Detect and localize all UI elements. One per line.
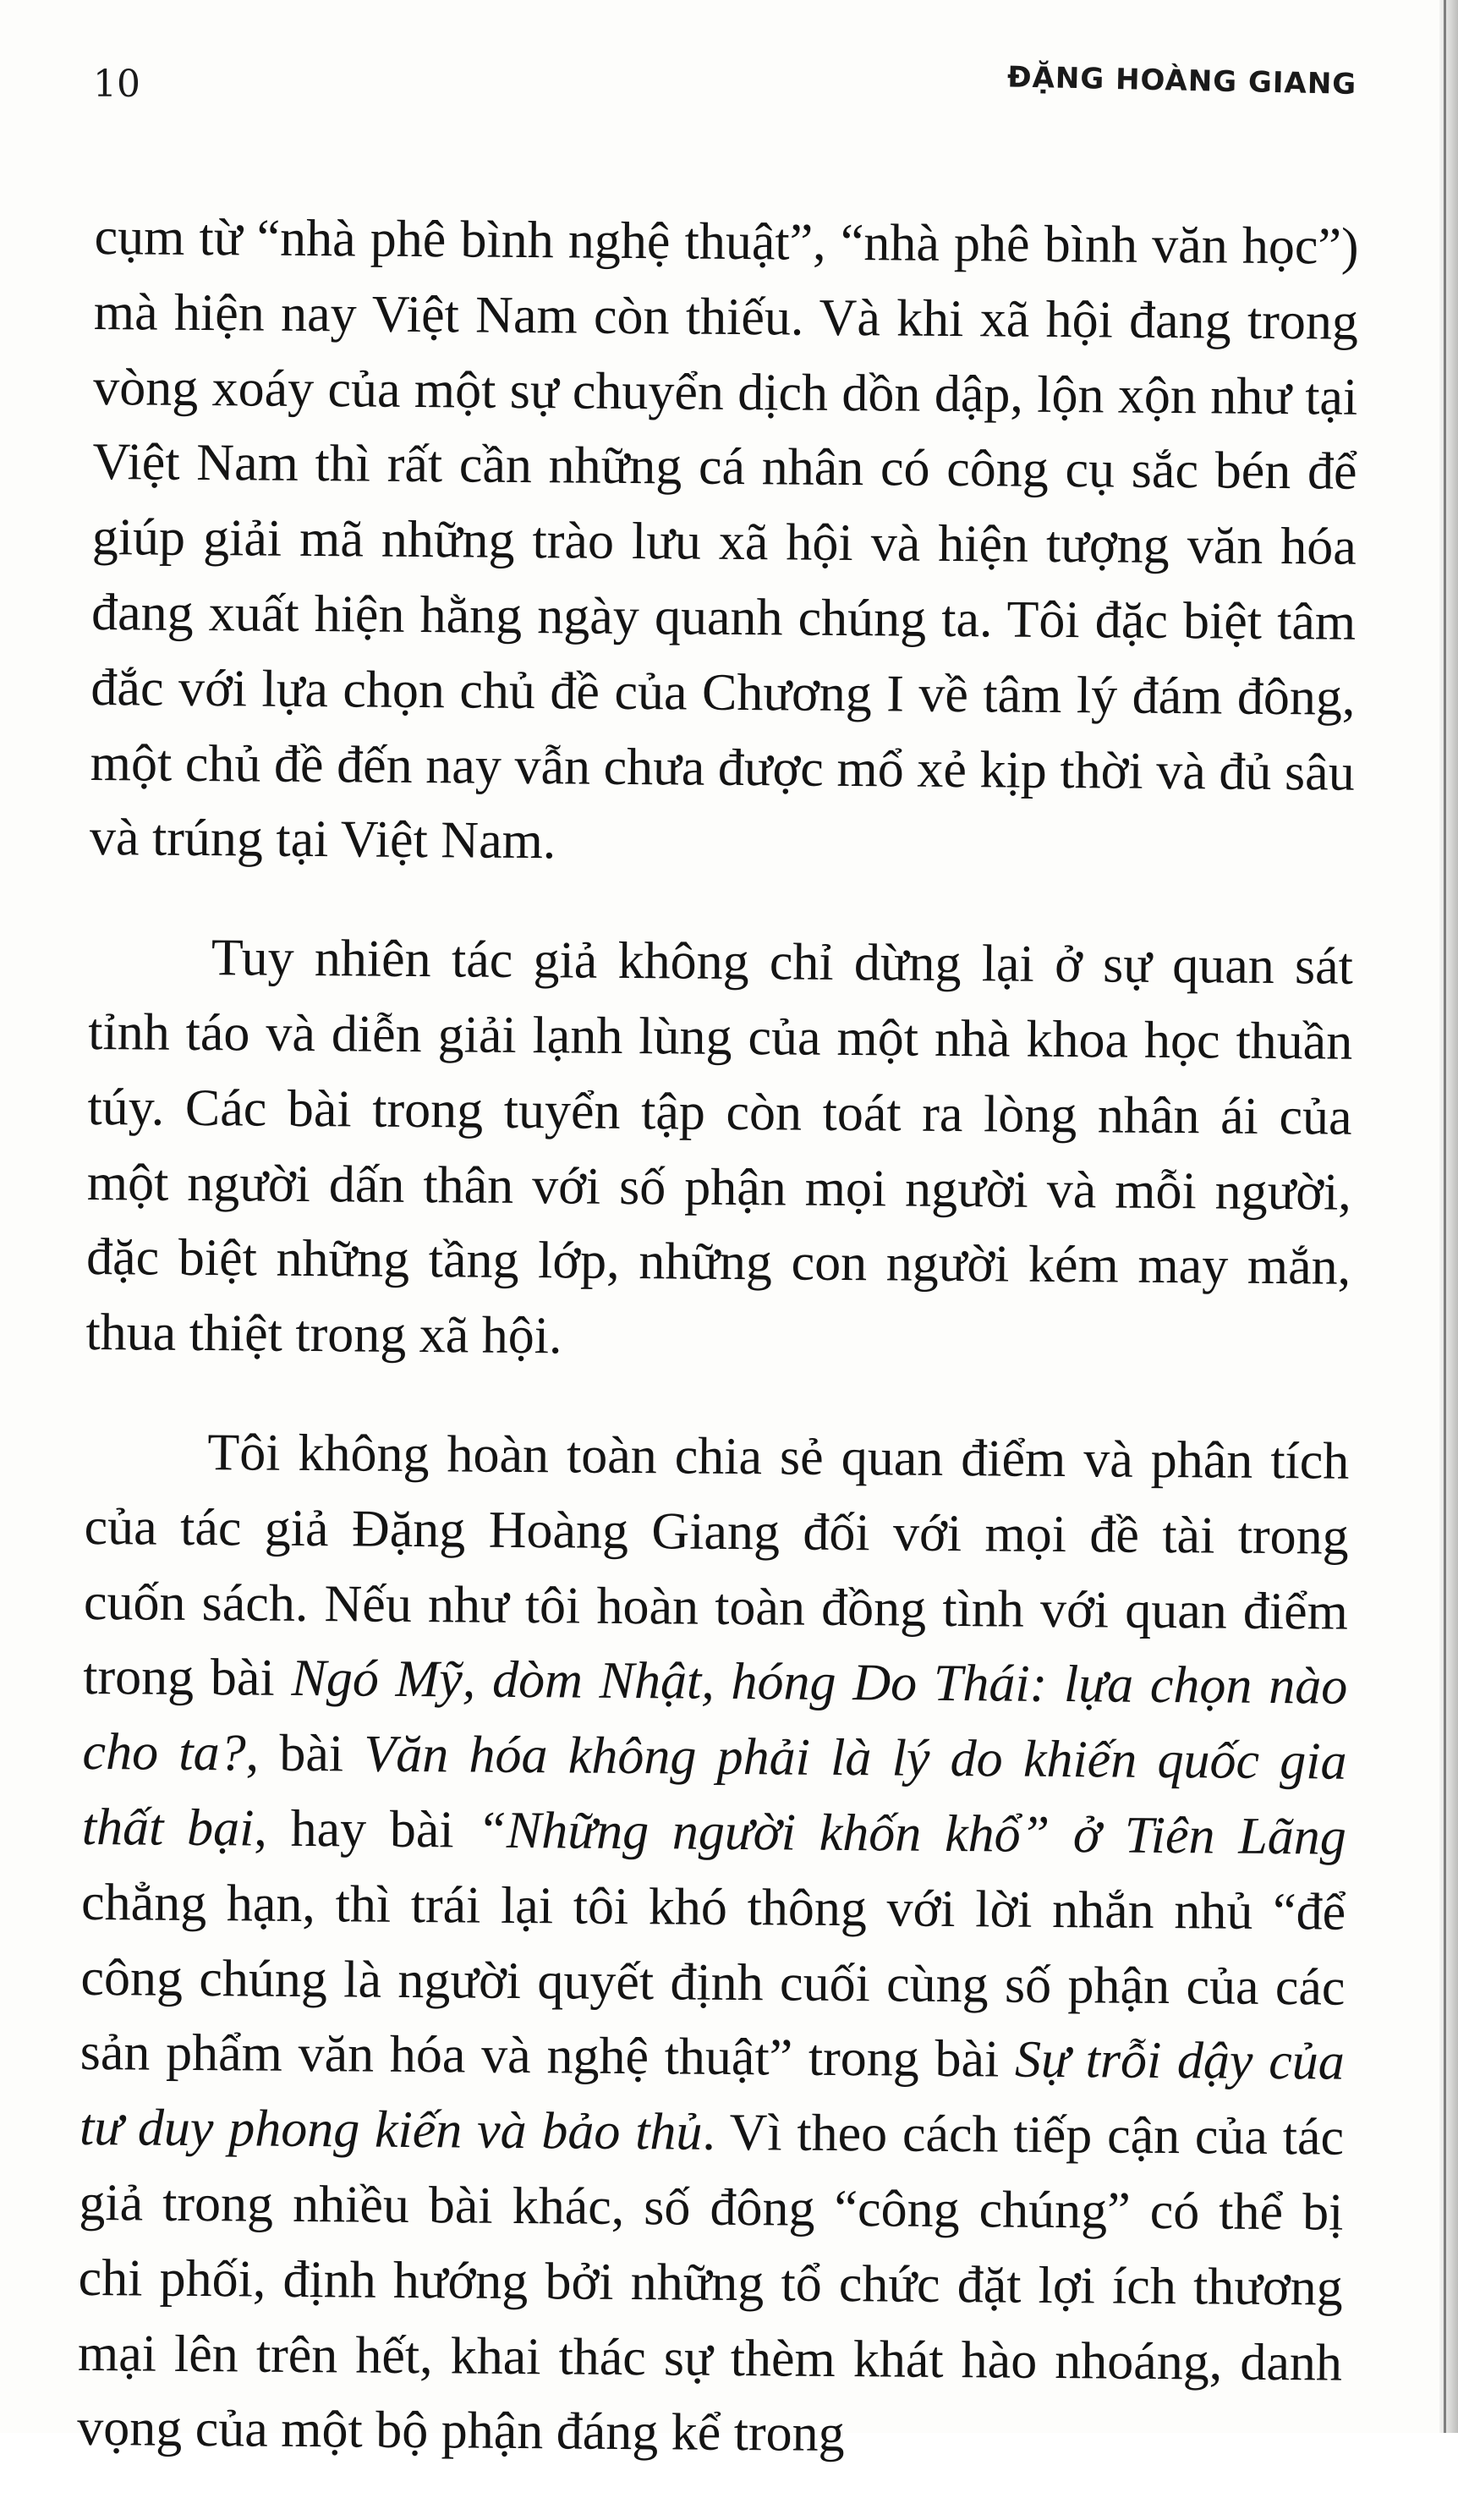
text-run: Tôi không hoàn toàn chia sẻ quan điểm và phân tích của tác giả Đặng Hoàng Giang đối với mọi đề tài trong cuốn sách. Nếu như tôi hoàn toàn đồng tình với quan điểm trong bài — [83, 1424, 1350, 1708]
article-title-italic: “Những người khốn khổ” ở Tiên Lãng — [477, 1801, 1347, 1866]
text-run: chẳng hạn, thì trái lại tôi khó thông với lời nhắn nhủ “để công chúng là người quyết định cuối cùng số phận của các sản phẩm văn hóa và nghệ thuật” trong bài — [79, 1873, 1346, 2089]
text-run: , bài — [245, 1724, 364, 1783]
paragraph-1 — [90, 200, 1359, 886]
paragraph-2 — [85, 920, 1353, 1381]
article-title-italic: Sự trỗi dậy của tư duy phong kiến và bảo thủ — [79, 2030, 1346, 2161]
page-edge-shadow — [1439, 0, 1458, 2433]
text-run: , hay bài — [254, 1799, 478, 1859]
text-run: cụm từ “nhà phê bình nghệ thuật”, “nhà phê bình văn học”) mà hiện nay Việt Nam còn thiếu. Và khi xã hội đang trong vòng xoáy của một sự chuyển dịch dồn dập, lộn xộn như tại Việt Nam thì rất cần những cá nhân có công cụ sắc bén để giúp giải mã những trào lưu xã hội và hiện tượng văn hóa đang xuất hiện hằng ngày quanh chúng ta. Tôi đặc biệt tâm đắc với lựa chọn chủ đề của Chương I về tâm lý đám đông, một chủ đề đến nay vẫn chưa được mổ xẻ kịp thời và đủ sâu và trúng tại Việt Nam. — [89, 207, 1359, 870]
page-header — [93, 60, 1357, 130]
text-run: . Vì theo cách tiếp cận của tác giả trong nhiều bài khác, số đông “công chúng” có thể bị chi phối, định hướng bởi những tổ chức đặt lợi ích thương mại lên trên hết, khai thác sự thèm khát hào nhoáng, danh vọng của một bộ phận đáng kể trong — [77, 2103, 1345, 2463]
running-head: ĐẶNG HOÀNG GIANG — [1006, 60, 1357, 102]
page-edge-line — [1444, 0, 1446, 2433]
article-title-italic: Ngó Mỹ, dòm Nhật, hóng Do Thái: lựa chọn nào cho ta? — [82, 1650, 1348, 1782]
text-run: Tuy nhiên tác giả không chỉ dừng lại ở sự quan sát tỉnh táo và diễn giải lạnh lùng của một nhà khoa học thuần túy. Các bài trong tuyển tập còn toát ra lòng nhân ái của một người dấn thân với số phận mọi người và mỗi người, đặc biệt những tầng lớp, những con người kém may mắn, thua thiệt trong xã hội. — [85, 929, 1354, 1365]
page-number: 10 — [93, 63, 140, 106]
body-text — [77, 200, 1359, 2520]
paragraph-3 — [77, 1414, 1350, 2476]
article-title-italic: Văn hóa không phải là lý do khiến quốc gia thất bại — [81, 1725, 1347, 1858]
